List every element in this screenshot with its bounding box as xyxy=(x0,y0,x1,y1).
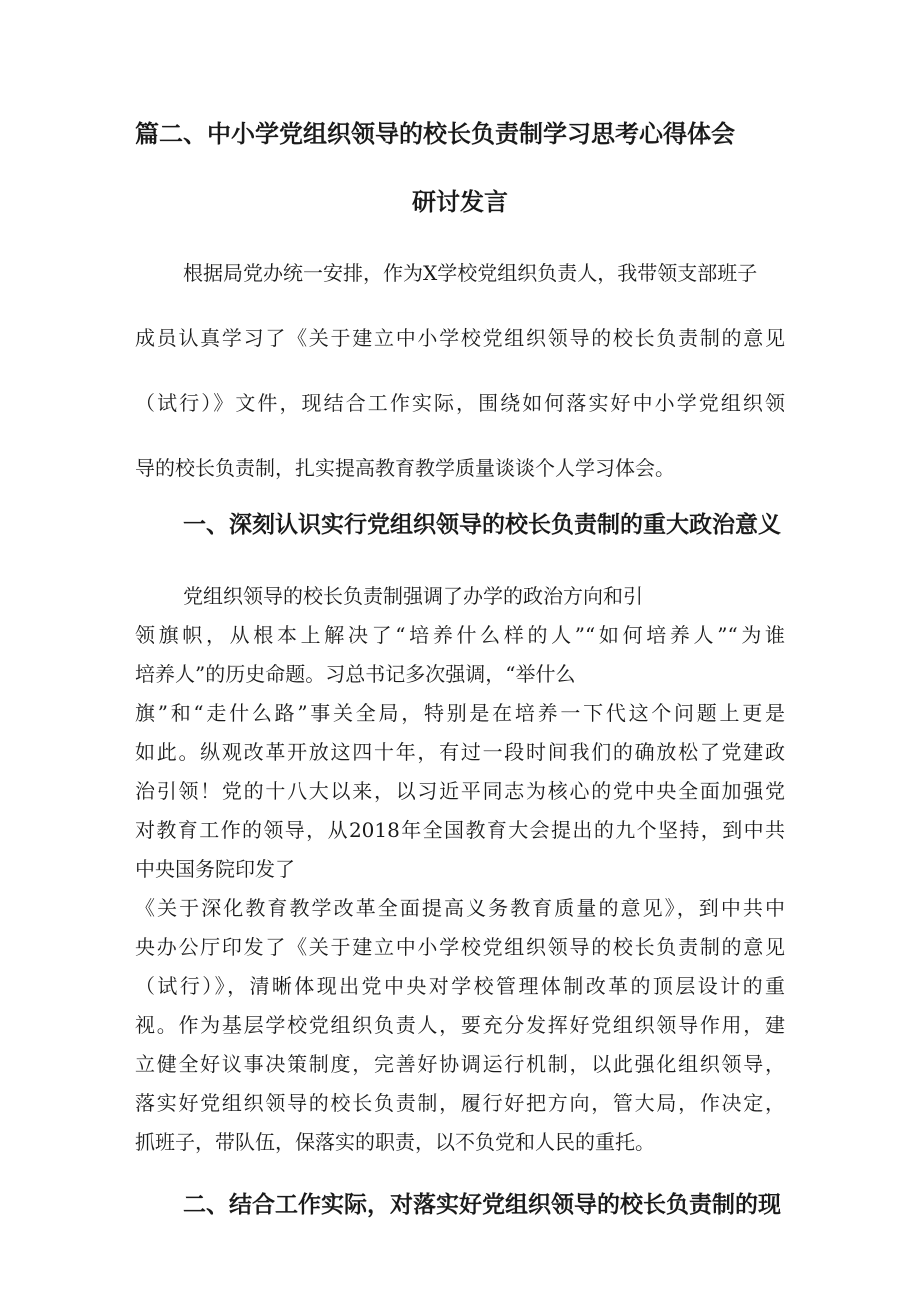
section-heading-2: 二、结合工作实际，对落实好党组织领导的校长负责制的现 xyxy=(183,1192,781,1218)
section1-line: 视。作为基层学校党组织负责人，要充分发挥好党组织领导作用，建 xyxy=(135,1013,785,1037)
section1-line: 立健全好议事决策制度，完善好协调运行机制，以此强化组织领导， xyxy=(135,1052,785,1076)
document-title-line1: 篇二、中小学党组织领导的校长负责制学习思考心得体会 xyxy=(135,120,735,148)
section1-line: 旗”和“走什么路”事关全局，特别是在培养一下代这个问题上更是 xyxy=(135,701,785,725)
section1-line: 如此。纵观改革开放这四十年，有过一段时间我们的确放松了党建政 xyxy=(135,740,785,764)
section-heading-1: 一、深刻认识实行党组织领导的校长负责制的重大政治意义 xyxy=(183,512,781,538)
document-title-line2: 研讨发言 xyxy=(412,188,508,216)
intro-line: 成员认真学习了《关于建立中小学校党组织领导的校长负责制的意见 xyxy=(135,326,785,350)
intro-line: 导的校长负责制，扎实提高教育教学质量谈谈个人学习体会。 xyxy=(135,456,675,480)
section1-line: 抓班子，带队伍，保落实的职责，以不负党和人民的重托。 xyxy=(135,1130,655,1154)
section1-line: 中央国务院印发了 xyxy=(135,857,295,881)
section1-line: 领旗帜，从根本上解决了“培养什么样的人”“如何培养人”“为谁 xyxy=(135,623,785,647)
section1-line: 落实好党组织领导的校长负责制，履行好把方向，管大局，作决定， xyxy=(135,1091,785,1115)
section1-line: 《关于深化教育教学改革全面提高义务教育质量的意见》，到中共中 xyxy=(135,896,785,920)
section1-line: （试行）》，清晰体现出党中央对学校管理体制改革的顶层设计的重 xyxy=(135,974,785,998)
section1-line: 治引领！党的十八大以来，以习近平同志为核心的党中央全面加强党 xyxy=(135,779,785,803)
section1-line: 党组织领导的校长负责制强调了办学的政治方向和引 xyxy=(183,584,643,608)
intro-line: （试行）》文件，现结合工作实际，围绕如何落实好中小学党组织领 xyxy=(135,391,785,415)
section1-line: 央办公厅印发了《关于建立中小学校党组织领导的校长负责制的意见 xyxy=(135,935,785,959)
section1-line: 对教育工作的领导，从2018年全国教育大会提出的九个坚持，到中共 xyxy=(135,818,785,842)
section1-line: 培养人”的历史命题。习总书记多次强调，“举什么 xyxy=(135,662,576,686)
intro-line: 根据局党办统一安排，作为X学校党组织负责人，我带领支部班子 xyxy=(183,261,758,285)
